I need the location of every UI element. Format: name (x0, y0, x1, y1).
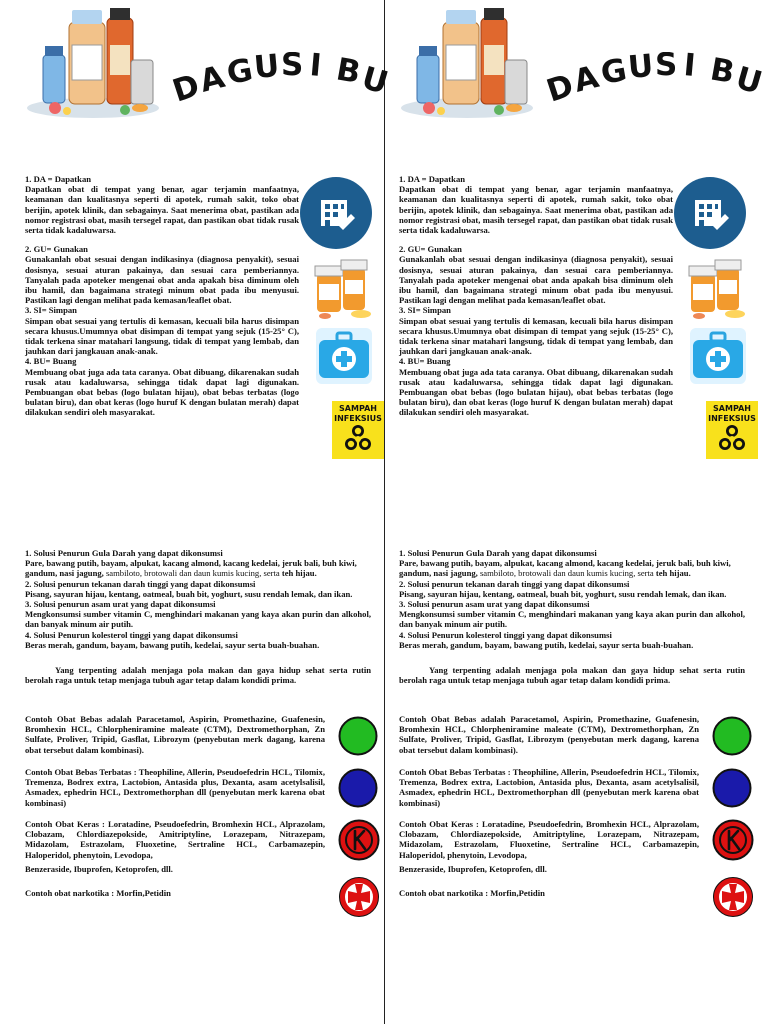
solusi-asam-urat (399, 599, 745, 630)
step-dapatkan (25, 174, 299, 235)
step-heading: 4. BU= Buang (25, 356, 77, 367)
obat-narkotika (399, 888, 699, 898)
pharmacy-icon (673, 176, 747, 250)
step-text: Gunakanlah obat sesuai dengan indikasinya (diagnosa penyakit), sesuai dosisnya, sesuai aturan pakainya, dan sesuai cara pemberiannya. Tanyalah pada apoteker mengenai obat anda apakah bisa diminum oleh ibu hamil, dan bagaimana strategi minum obat pada ibu menyusui. Pastikan lagi dengan melihat pada kemasan/leaflet obat. (25, 254, 299, 306)
dagusibu-letter: S (655, 52, 678, 83)
step-dapatkan (399, 174, 673, 235)
step-heading: 1. DA = Dapatkan (25, 174, 92, 184)
obat-keras (399, 819, 699, 874)
solusi-heading: 2. Solusi penurun tekanan darah tinggi yang dapat dikonsumsi (399, 578, 630, 589)
solusi-text (399, 558, 745, 578)
infectious-waste-icon (706, 401, 758, 459)
blue-circle-icon (338, 768, 378, 808)
step-heading: 3. SI= Simpan (25, 305, 77, 316)
pill-bottles-icon (311, 256, 377, 320)
infeksius-label: INFEKSIUS (334, 414, 382, 423)
dagusibu-letter: S (281, 52, 304, 83)
solusi-asam-urat (25, 599, 371, 630)
solusi-gula (399, 548, 745, 579)
solusi-heading: 1. Solusi Penurun Gula Darah yang dapat dikonsumsi (399, 548, 597, 558)
solusi-kolesterol (25, 630, 371, 650)
dagusibu-letter: U (626, 52, 655, 86)
solusi-text (25, 558, 371, 578)
solusi-text-light: sambiloto, brotowali dan daun kumis kucing, serta (477, 568, 656, 579)
dagusibu-letter: B (333, 52, 364, 91)
green-circle-icon (338, 716, 378, 756)
dagusibu-letter: A (570, 59, 603, 100)
solusi-tekanan (399, 579, 745, 599)
solusi-text-main: Pare, bawang putih, bayam, alpukat, kacang almond, kacang kedelai, jeruk bali, buh kiwi, gandum, nasi jagung, (399, 558, 731, 579)
obat-text: Contoh Obat Bebas adalah Paracetamol, Aspirin, Promethazine, Guafenesin, Bromhexin HCL, Chlorpheniramine maleate (CTM), Dextromethorphan, Zn Sulfate, Proliver, Tripid, Gasflat, Librozym (penyebutan merk dagang, karena obat tersebut dalam kombinasi). (25, 714, 325, 755)
obat-text: Contoh Obat Keras : Loratadine, Pseudoefedrin, Bromhexin HCL, Alprazolam, Clobazam, Chlordiazepokside, Amitriptyline, Lorazepam, Nitrazepam, Midazolam, Estrazolam, Fluoxetine, Sertraline HCL, Carbamazepin, Haloperidol, phenytoin, Levodopa, (25, 819, 325, 860)
medicine-bottles-illustration (399, 0, 534, 120)
dagusibu-wordart (539, 52, 768, 122)
solusi-heading: 3. Solusi penurun asam urat yang dapat dikonsumsi (399, 599, 590, 610)
pharmacy-icon (299, 176, 373, 250)
center-divider (384, 0, 385, 1024)
dagusibu-letter: A (196, 59, 229, 100)
step-text: Simpan obat sesuai yang tertulis di kemasan, kecuali bila harus disimpan secara khusus.Umumnya obat disimpan di tempat yang sejuk (15-25° C), tidak terkena sinar matahari langsung, tidak di tempat yang lembab, dan jauhkan dari jangkauan anak-anak. (399, 315, 673, 357)
solusi-kolesterol (399, 630, 745, 650)
step-text: Simpan obat sesuai yang tertulis di kemasan, kecuali bila harus disimpan secara khusus.Umumnya obat disimpan di tempat yang sejuk (15-25° C), tidak terkena sinar matahari langsung, tidak di tempat yang lembab, dan jauhkan dari jangkauan anak-anak. (25, 315, 299, 357)
step-buang (25, 356, 299, 417)
obat-text: Contoh Obat Bebas adalah Paracetamol, Aspirin, Promethazine, Guafenesin, Bromhexin HCL, Chlorpheniramine maleate (CTM), Dextromethorphan, Zn Sulfate, Proliver, Tripid, Gasflat, Librozym (penyebutan merk dagang, karena obat tersebut dalam kombinasi). (399, 714, 699, 755)
dagusibu-letter: U (357, 60, 392, 102)
obat-bebas-terbatas (25, 767, 325, 808)
dagusibu-title (539, 52, 768, 122)
narkotika-cross-icon (712, 876, 754, 918)
obat-bebas (399, 714, 699, 755)
obat-bebas-terbatas (399, 767, 699, 808)
solusi-text-main: Pare, bawang putih, bayam, alpukat, kacang almond, kacang kedelai, jeruk bali, buh kiwi, gandum, nasi jagung, (25, 558, 357, 579)
solusi-heading: 1. Solusi Penurun Gula Darah yang dapat dikonsumsi (25, 548, 223, 558)
solusi-text-end: teh hijau. (655, 568, 691, 579)
obat-text: Contoh Obat Bebas Terbatas : Theophiline, Allerin, Pseudoefedrin HCL, Tilomix, Tremenza, Bodrex extra, Lactobion, Antasida plus, Dexanta, asam acetylsalisil, Asmadex, ephedrin HCL, Dextromethorphan dll (penyebutan merk karena obat kombinasi) (25, 767, 325, 808)
step-buang (399, 356, 673, 417)
solusi-list (399, 548, 745, 685)
dagusibu-letter: G (224, 52, 256, 92)
dagusibu-title (165, 52, 400, 122)
step-text: Membuang obat juga ada tata caranya. Obat dibuang, dikarenakan sudah rusak atau kadaluwarsa, sehingga tidak dapat lagi digunakan. Pembuangan obat bebas (logo bulatan hijau), obat bebas terbatas (logo bulatan biru), dan obat keras (logo huruf K dengan bulatan merah) dapat dilakukan sendiri oleh masyarakat. (399, 366, 673, 418)
obat-text-extra: Benzeraside, Ibuprofen, Ketoprofen, dll. (399, 863, 547, 874)
obat-keras-k-icon (712, 819, 754, 861)
obat-keras-k-icon (338, 819, 380, 861)
infectious-waste-icon (332, 401, 384, 459)
medicine-bottles-illustration (25, 0, 160, 120)
obat-narkotika (25, 888, 325, 898)
solusi-text: Pisang, sayuran hijau, kentang, oatmeal, buah bit, yoghurt, susu rendah lemak, dan ikan. (399, 588, 727, 599)
solusi-heading: 4. Solusi Penurun kolesterol tinggi yang dapat dikonsumsi (399, 629, 612, 640)
pill-bottles-icon (685, 256, 751, 320)
solusi-text: Beras merah, gandum, bayam, bawang putih, kedelai, sayur serta buah-buahan. (399, 639, 694, 650)
step-heading: 2. GU= Gunakan (399, 244, 462, 255)
step-simpan (399, 305, 673, 356)
step-heading: 4. BU= Buang (399, 356, 451, 367)
dagusibu-letter: U (252, 52, 281, 86)
dagusibu-letter: B (707, 52, 738, 91)
step-text: Gunakanlah obat sesuai dengan indikasinya (diagnosa penyakit), sesuai dosisnya, sesuai aturan pakainya, dan sesuai cara pemberiannya. Tanyalah pada apoteker mengenai obat anda apakah bisa diminum oleh ibu hamil, dan bagaimana strategi minum obat pada ibu menyusui. Pastikan lagi dengan melihat pada kemasan/leaflet obat. (399, 254, 673, 306)
green-circle-icon (712, 716, 752, 756)
dagusibu-letter: I (308, 52, 323, 84)
sampah-label: SAMPAH (339, 404, 377, 413)
obat-bebas (25, 714, 325, 755)
obat-text: Contoh obat narkotika : Morfin,Petidin (25, 888, 171, 898)
solusi-text: Mengkonsumsi sumber vitamin C, menghindari makanan yang kaya akan purin dan alkohol, dan banyak minum air putih. (25, 609, 371, 630)
step-heading: 3. SI= Simpan (399, 305, 451, 316)
step-text: Dapatkan obat di tempat yang benar, agar terjamin manfaatnya, keamanan dan kualitasnya seperti di apotek, rumah sakit, toko obat berijin, apotek klinik, dan sebagainya. Saat menerima obat, pastikan ada nomor registrasi obat, masih tersegel rapat, dan pastikan obat tidak rusak serta tidak kadaluwarsa. (25, 184, 299, 236)
solusi-gula (25, 548, 371, 579)
blue-circle-icon (712, 768, 752, 808)
step-gunakan (25, 244, 299, 305)
step-text: Membuang obat juga ada tata caranya. Obat dibuang, dikarenakan sudah rusak atau kadaluwarsa, sehingga tidak dapat lagi digunakan. Pembuangan obat bebas (logo bulatan hijau), obat bebas terbatas (logo bulatan biru), dan obat keras (logo huruf K dengan bulatan merah) dapat dilakukan sendiri oleh masyarakat. (25, 366, 299, 418)
step-simpan (25, 305, 299, 356)
obat-text: Contoh obat narkotika : Morfin,Petidin (399, 888, 545, 898)
advice-text: Yang terpenting adalah menjaga pola makan dan gaya hidup sehat serta rutin berolah raga untuk tetap menjaga tubuh agar tetap dalam kondidi prima. (399, 665, 745, 686)
dagusibu-letter: D (542, 67, 578, 110)
dagusibu-steps (399, 174, 673, 418)
step-heading: 1. DA = Dapatkan (399, 174, 466, 184)
step-text: Dapatkan obat di tempat yang benar, agar terjamin manfaatnya, keamanan dan kualitasnya seperti di apotek, rumah sakit, toko obat berijin, apotek klinik, dan sebagainya. Saat menerima obat, pastikan ada nomor registrasi obat, masih tersegel rapat, dan pastikan obat tidak rusak serta tidak kadaluwarsa. (399, 184, 673, 236)
infeksius-label: INFEKSIUS (708, 414, 756, 423)
first-aid-kit-icon (315, 327, 373, 385)
dagusibu-letter: G (598, 52, 630, 92)
sampah-label: SAMPAH (713, 404, 751, 413)
solusi-text-light: sambiloto, brotowali dan daun kumis kucing, serta (103, 568, 282, 579)
dagusibu-letter: I (682, 52, 697, 84)
step-gunakan (399, 244, 673, 305)
obat-text-extra: Benzeraside, Ibuprofen, Ketoprofen, dll. (25, 863, 173, 874)
solusi-text: Beras merah, gandum, bayam, bawang putih, kedelai, sayur serta buah-buahan. (25, 639, 320, 650)
solusi-text: Mengkonsumsi sumber vitamin C, menghindari makanan yang kaya akan purin dan alkohol, dan banyak minum air putih. (399, 609, 745, 630)
solusi-text: Pisang, sayuran hijau, kentang, oatmeal, buah bit, yoghurt, susu rendah lemak, dan ikan. (25, 588, 353, 599)
solusi-heading: 4. Solusi Penurun kolesterol tinggi yang dapat dikonsumsi (25, 629, 238, 640)
solusi-heading: 2. Solusi penurun tekanan darah tinggi yang dapat dikonsumsi (25, 578, 256, 589)
advice-text: Yang terpenting adalah menjaga pola makan dan gaya hidup sehat serta rutin berolah raga untuk tetap menjaga tubuh agar tetap dalam kondidi prima. (25, 665, 371, 686)
narkotika-cross-icon (338, 876, 380, 918)
first-aid-kit-icon (689, 327, 747, 385)
step-heading: 2. GU= Gunakan (25, 244, 88, 255)
obat-text: Contoh Obat Bebas Terbatas : Theophiline, Allerin, Pseudoefedrin HCL, Tilomix, Tremenza, Bodrex extra, Lactobion, Antasida plus, Dexanta, asam acetylsalisil, Asmadex, ephedrin HCL, Dextromethorphan dll (penyebutan merk karena obat kombinasi) (399, 767, 699, 808)
dagusibu-letter: U (731, 60, 766, 102)
solusi-text-end: teh hijau. (281, 568, 317, 579)
dagusibu-letter: D (168, 67, 204, 110)
obat-text: Contoh Obat Keras : Loratadine, Pseudoefedrin, Bromhexin HCL, Alprazolam, Clobazam, Chlordiazepokside, Amitriptyline, Lorazepam, Nitrazepam, Midazolam, Estrazolam, Fluoxetine, Sertraline HCL, Carbamazepin, Haloperidol, phenytoin, Levodopa, (399, 819, 699, 860)
solusi-list (25, 548, 371, 685)
solusi-tekanan (25, 579, 371, 599)
dagusibu-steps (25, 174, 299, 418)
obat-keras (25, 819, 325, 874)
solusi-heading: 3. Solusi penurun asam urat yang dapat dikonsumsi (25, 599, 216, 610)
dagusibu-wordart (165, 52, 400, 122)
